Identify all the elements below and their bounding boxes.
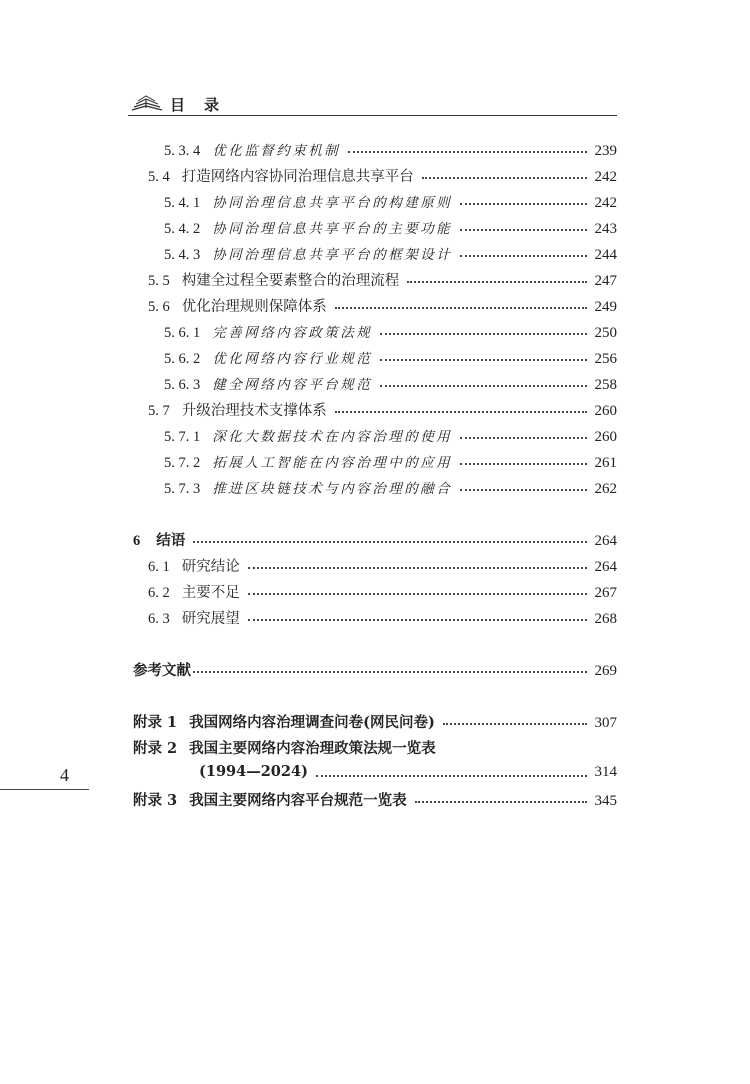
leader-dots <box>335 411 587 413</box>
toc-entry[interactable]: 5. 4. 3 协同治理信息共享平台的框架设计 244 <box>164 247 617 263</box>
margin-rule <box>0 789 89 790</box>
leader-dots <box>460 463 586 465</box>
leader-dots <box>443 723 587 725</box>
toc-entry[interactable]: 5. 4. 2 协同治理信息共享平台的主要功能 243 <box>164 221 617 237</box>
toc-references-entry[interactable]: 参考文献 269 <box>133 662 617 679</box>
toc-appendix-entry[interactable]: 附录 3 我国主要网络内容平台规范一览表 345 <box>133 792 617 809</box>
leader-dots <box>316 775 587 777</box>
leader-dots <box>193 671 587 673</box>
toc-appendix-entry[interactable]: 附录 2 我国主要网络内容治理政策法规一览表 <box>133 740 436 757</box>
toc-entry[interactable]: 5. 7. 3 推进区块链技术与内容治理的融合 262 <box>164 481 617 497</box>
leader-dots <box>248 567 587 569</box>
leader-dots <box>248 619 587 621</box>
page-header <box>128 90 617 118</box>
toc-entry[interactable]: 5. 7 升级治理技术支撑体系 260 <box>148 403 617 419</box>
leader-dots <box>460 255 586 257</box>
toc-chapter-entry[interactable]: 6 结语 264 <box>133 532 617 549</box>
toc-entry[interactable]: 5. 7. 1 深化大数据技术在内容治理的使用 260 <box>164 429 617 445</box>
book-icon <box>130 92 164 114</box>
toc-entry[interactable]: 6. 2 主要不足 267 <box>148 585 617 601</box>
toc-entry[interactable]: 6. 3 研究展望 268 <box>148 611 617 627</box>
leader-dots <box>460 203 586 205</box>
margin-page-number: 4 <box>60 765 69 785</box>
leader-dots <box>460 229 586 231</box>
leader-dots <box>380 359 586 361</box>
leader-dots <box>248 593 587 595</box>
toc-entry[interactable]: 6. 1 研究结论 264 <box>148 559 617 575</box>
toc-entry[interactable]: 5. 6. 2 优化网络内容行业规范 256 <box>164 351 617 367</box>
leader-dots <box>193 541 586 543</box>
toc-entry[interactable]: 5. 3. 4 优化监督约束机制 239 <box>164 143 617 159</box>
leader-dots <box>348 151 586 153</box>
toc-entry[interactable]: 5. 6 优化治理规则保障体系 249 <box>148 299 617 315</box>
toc-appendix-continuation[interactable]: (1994—2024) 314 <box>199 763 617 780</box>
toc-entry[interactable]: 5. 4. 1 协同治理信息共享平台的构建原则 242 <box>164 195 617 211</box>
leader-dots <box>460 489 586 491</box>
leader-dots <box>422 177 587 179</box>
toc-entry[interactable]: 5. 6. 3 健全网络内容平台规范 258 <box>164 377 617 393</box>
leader-dots <box>380 385 586 387</box>
toc-entry[interactable]: 5. 4 打造网络内容协同治理信息共享平台 242 <box>148 169 617 185</box>
leader-dots <box>335 307 587 309</box>
leader-dots <box>380 333 586 335</box>
toc-entry[interactable]: 5. 5 构建全过程全要素整合的治理流程 247 <box>148 273 617 289</box>
toc-entry[interactable]: 5. 7. 2 拓展人工智能在内容治理中的应用 261 <box>164 455 617 471</box>
leader-dots <box>407 281 586 283</box>
leader-dots <box>460 437 586 439</box>
header-title: 目 录 <box>170 96 220 114</box>
leader-dots <box>415 801 587 803</box>
toc-appendix-entry[interactable]: 附录 1 我国网络内容治理调查问卷(网民问卷) 307 <box>133 714 617 731</box>
toc-entry[interactable]: 5. 6. 1 完善网络内容政策法规 250 <box>164 325 617 341</box>
header-rule <box>128 115 617 116</box>
